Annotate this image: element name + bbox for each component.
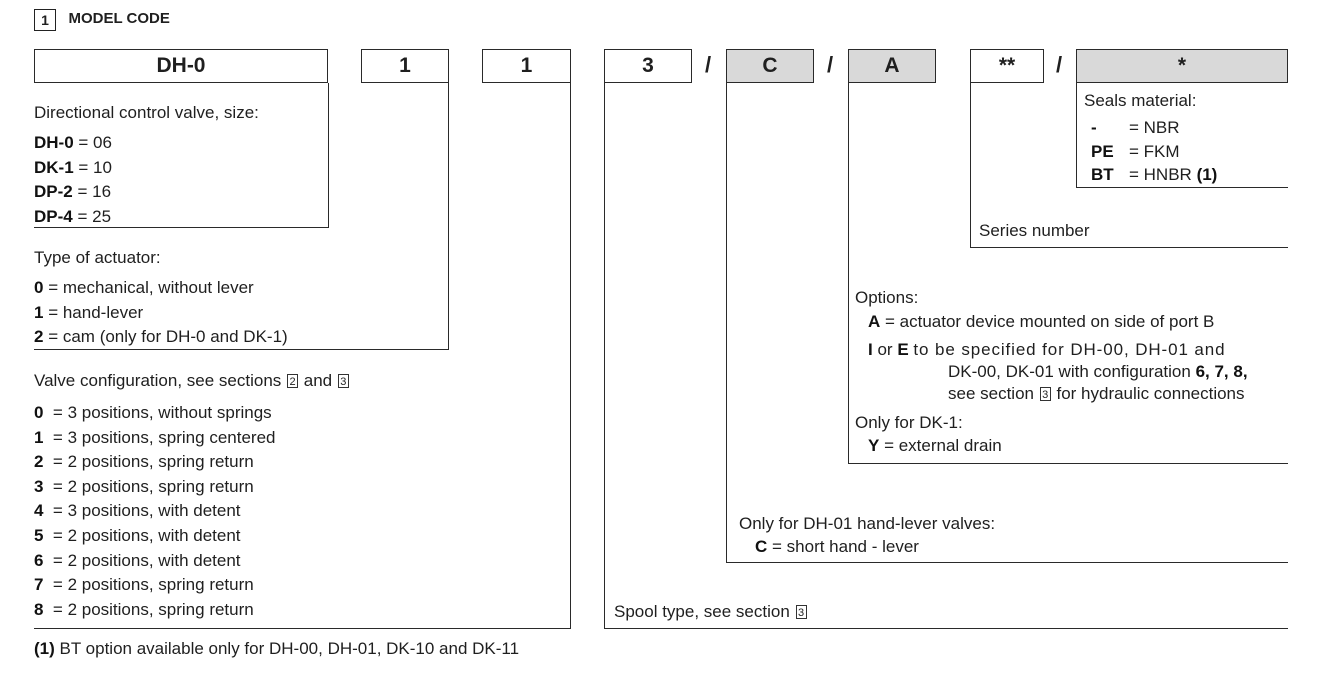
- series-underline: [970, 247, 1288, 248]
- list-item: 0 = mechanical, without lever: [34, 278, 254, 297]
- seals-connector: [1076, 83, 1077, 187]
- list-item: 3 = 2 positions, spring return: [34, 476, 254, 496]
- series-connector: [970, 83, 971, 247]
- seals-heading: Seals material:: [1084, 91, 1197, 110]
- list-item: 2 = 2 positions, spring return: [34, 452, 254, 472]
- section-ref-icon: 3: [338, 374, 349, 388]
- options-connector: [848, 83, 849, 463]
- footnote: (1) BT option available only for DH-00, DH-01, DK-10 and DK-11: [34, 639, 520, 658]
- seals-list: [1091, 116, 1217, 187]
- list-item: DP-2 = 16: [34, 182, 112, 202]
- list-item: 1 = hand-lever: [34, 302, 144, 322]
- list-item: 8 = 2 positions, spring return: [34, 599, 254, 619]
- section-ref-icon: 2: [287, 374, 298, 388]
- configuration-connector: [570, 83, 571, 628]
- spool-code-box: 3: [604, 49, 692, 83]
- list-item: DK-1 = 10: [34, 157, 112, 177]
- actuator-connector: [448, 83, 449, 349]
- size-heading: Directional control valve, size:: [34, 103, 259, 122]
- separator-slash: /: [827, 52, 834, 77]
- section-number: 1: [34, 9, 56, 31]
- seals-underline: [1076, 187, 1288, 188]
- list-item: DH-0 = 06: [34, 133, 112, 152]
- size-connector: [328, 83, 329, 227]
- spool-underline: [604, 628, 1288, 629]
- series-label: Series number: [979, 221, 1090, 240]
- list-item: 1 = 3 positions, spring centered: [34, 427, 276, 447]
- list-item: 2 = cam (only for DH-0 and DK-1): [34, 327, 288, 347]
- spool-label: Spool type, see section 3: [614, 600, 808, 624]
- list-item: 4 = 3 positions, with detent: [34, 501, 241, 521]
- configuration-code-box: 1: [482, 49, 571, 83]
- options-code-box: A: [848, 49, 936, 83]
- option-y: Y = external drain: [868, 436, 1002, 455]
- options-heading: Options:: [855, 288, 919, 307]
- hand-lever-code-box: C: [726, 49, 814, 83]
- seals-code-box: *: [1076, 49, 1288, 83]
- actuator-code-box: 1: [361, 49, 449, 83]
- hand-lever-item: C = short hand - lever: [755, 537, 919, 556]
- options-underline: [848, 463, 1288, 464]
- spool-connector: [604, 83, 605, 628]
- list-item: 5 = 2 positions, with detent: [34, 525, 241, 545]
- list-item: 7 = 2 positions, spring return: [34, 575, 254, 595]
- size-code-box: DH-0: [34, 49, 328, 83]
- section-ref-icon: 3: [1040, 387, 1051, 401]
- list-item: PE = FKM: [1091, 141, 1180, 161]
- section-header: [34, 9, 170, 31]
- list-item: 6 = 2 positions, with detent: [34, 550, 241, 570]
- configuration-heading: Valve configuration, see sections 2 and 3: [34, 369, 350, 393]
- series-code-box: **: [970, 49, 1044, 83]
- option-ie: I or E to be specified for DH-00, DH-01 and DK-00, DK-01 with configuration 6, 7, 8, see section 3 for hydraulic connections: [868, 340, 1248, 403]
- hand-lever-underline: [726, 562, 1288, 563]
- size-list: [34, 131, 112, 229]
- list-item: - = NBR: [1091, 118, 1180, 137]
- actuator-heading: Type of actuator:: [34, 248, 161, 267]
- hand-lever-heading: Only for DH-01 hand-lever valves:: [739, 514, 996, 533]
- list-item: DP-4 = 25: [34, 206, 112, 226]
- list-item: 0 = 3 positions, without springs: [34, 403, 272, 422]
- dk-heading: Only for DK-1:: [855, 413, 963, 432]
- configuration-list: [34, 401, 275, 622]
- list-item: BT = HNBR (1): [1091, 165, 1218, 184]
- hand-lever-connector: [726, 83, 727, 562]
- actuator-list: [34, 276, 288, 350]
- section-title: MODEL CODE: [68, 10, 170, 27]
- section-ref-icon: 3: [796, 605, 807, 619]
- option-a: A = actuator device mounted on side of port B: [868, 312, 1215, 331]
- separator-slash: /: [705, 52, 712, 77]
- configuration-underline: [34, 628, 571, 629]
- separator-slash: /: [1056, 52, 1063, 77]
